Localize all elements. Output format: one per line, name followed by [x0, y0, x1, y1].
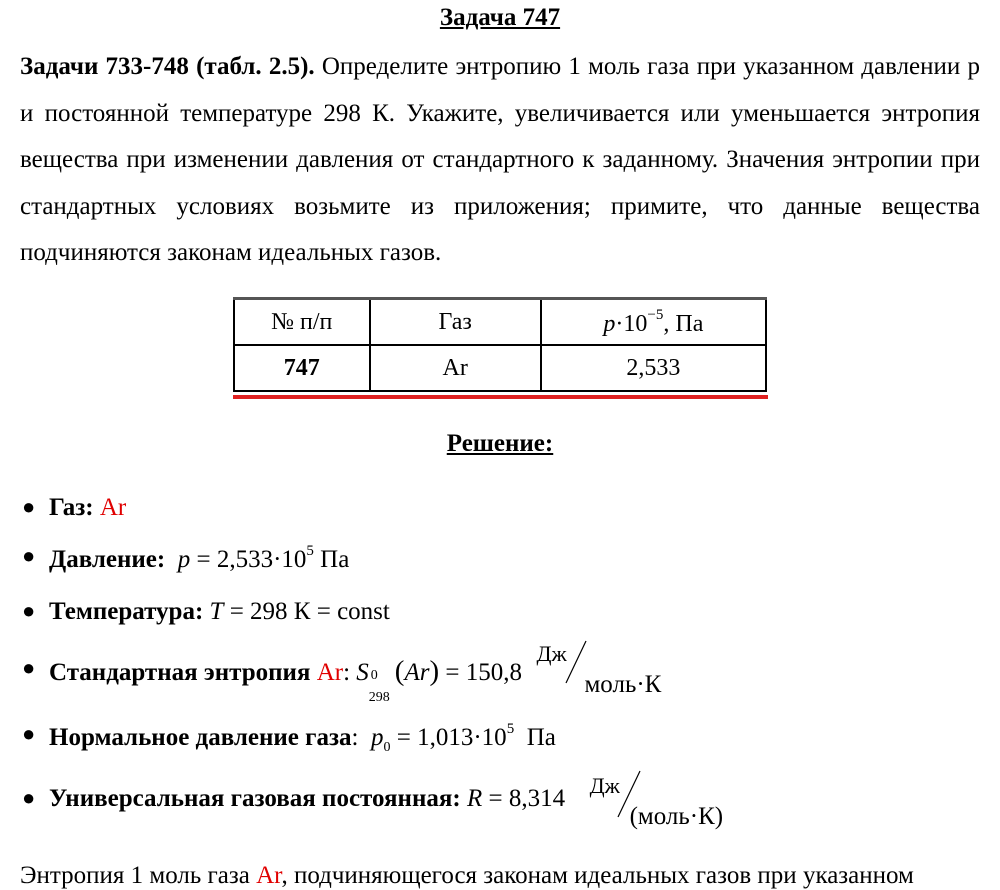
fact-unit: Па: [526, 724, 556, 751]
fact-label: Давление:: [49, 546, 166, 573]
unit-numerator: Дж: [536, 641, 567, 666]
problem-title: Задача 747: [439, 4, 561, 31]
table-row: [234, 345, 766, 391]
data-table: [233, 297, 767, 392]
cell-pressure: 2,533: [541, 345, 766, 391]
fact-exponent: 5: [506, 721, 515, 737]
fact-unit: Па: [320, 546, 350, 573]
problem-label: Задачи 733-748 (табл. 2.5).: [20, 53, 315, 80]
problem-text: Определите энтропию 1 моль газа при указанном давлении р и постоянной температуре 298 К. Укажите, увеличивается или уменьшается энтропия вещества при изменении давления от стандартного к заданному. Значения энтропии при стандартных условиях возьмите из приложения; примите, что данные вещества подчиняются законам идеальных газов.: [20, 53, 980, 266]
header-pressure: $p\cdot 10^{-5}$, Па: [541, 299, 766, 346]
fact-gas: Ar: [316, 659, 344, 686]
unit-denominator: (моль·К): [629, 803, 724, 830]
fact-label: Температура:: [49, 598, 204, 625]
fact-label: Универсальная газовая постоянная:: [49, 785, 461, 812]
solution-text: Энтропия 1 моль газа Ar, подчиняющегося законам идеальных газов при указанном: [20, 862, 914, 889]
fact-label: Стандартная энтропия: [49, 659, 311, 686]
bullet-icon: ●: [22, 721, 36, 746]
fact-label: Нормальное давление газа: [49, 724, 352, 751]
table-underline: [233, 395, 768, 399]
table-header-row: [234, 299, 766, 346]
fact-label: Газ:: [49, 494, 94, 521]
fact-value: Ar: [99, 494, 127, 521]
bullet-icon: ●: [22, 598, 36, 623]
bullet-icon: ●: [22, 785, 36, 810]
footer-gas: Ar: [256, 862, 282, 889]
bullet-icon: ●: [22, 655, 36, 680]
solution-title: Решение:: [446, 430, 554, 457]
unit-denominator: моль·К: [584, 671, 662, 698]
bullet-icon: ●: [22, 543, 36, 568]
header-gas: Газ: [370, 299, 541, 346]
fact-exponent: 5: [306, 543, 314, 559]
cell-gas: Ar: [370, 345, 541, 391]
bullet-icon: ●: [22, 494, 36, 519]
cell-number: 747: [234, 345, 370, 391]
header-number: № п/п: [234, 299, 370, 346]
unit-numerator: Дж: [589, 773, 620, 798]
problem-statement: [20, 44, 980, 277]
